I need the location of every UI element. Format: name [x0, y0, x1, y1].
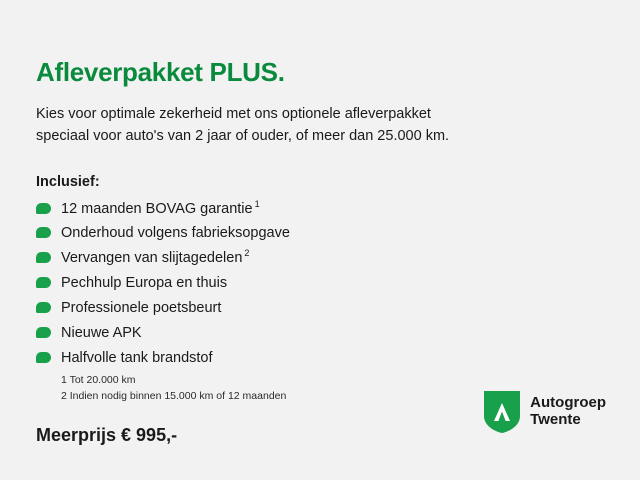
brand-name — [530, 395, 606, 429]
leaf-bullet-icon — [36, 302, 51, 313]
leaf-bullet-icon — [36, 227, 51, 238]
leaf-bullet-icon — [36, 252, 51, 263]
feature-label: Halfvolle tank brandstof — [61, 350, 213, 367]
feature-label: Onderhoud volgens fabrieksopgave — [61, 225, 290, 242]
footnote-1: 1 Tot 20.000 km — [61, 374, 136, 387]
footnote-marker: 2 — [244, 248, 250, 259]
list-item — [36, 298, 604, 317]
leaf-bullet-icon — [36, 327, 51, 338]
includes-label: Inclusief: — [36, 173, 100, 190]
list-item — [36, 248, 604, 267]
list-item — [36, 273, 604, 292]
leaf-bullet-icon — [36, 352, 51, 363]
feature-label: Professionele poetsbeurt — [61, 300, 222, 317]
shield-icon — [483, 390, 521, 434]
leaf-bullet-icon — [36, 277, 51, 288]
footnote-2: 2 Indien nodig binnen 15.000 km of 12 maanden — [61, 389, 287, 402]
list-item — [36, 348, 604, 367]
brand-logo — [483, 390, 606, 434]
feature-label: Pechhulp Europa en thuis — [61, 275, 228, 292]
page-title: Afleverpakket PLUS. — [36, 57, 285, 87]
price-label: Meerprijs € 995,- — [36, 424, 178, 445]
brand-name-line2: Twente — [530, 411, 581, 428]
intro-paragraph — [36, 103, 556, 148]
list-item — [36, 323, 604, 342]
footnote-marker: 1 — [254, 198, 260, 209]
leaf-bullet-icon — [36, 203, 51, 214]
list-item — [36, 223, 604, 242]
feature-list — [36, 199, 604, 368]
feature-label: Vervangen van slijtagedelen $^2$ — [61, 248, 250, 267]
feature-label: Nieuwe APK — [61, 325, 142, 342]
list-item — [36, 199, 604, 218]
feature-label: 12 maanden BOVAG garantie $^1$ — [61, 198, 260, 217]
intro-line-2: speciaal voor auto's van 2 jaar of ouder, of meer dan 25.000 km. — [36, 128, 450, 145]
intro-line-1: Kies voor optimale zekerheid met ons optionele afleverpakket — [36, 105, 431, 122]
brand-name-line1: Autogroep — [530, 394, 606, 412]
